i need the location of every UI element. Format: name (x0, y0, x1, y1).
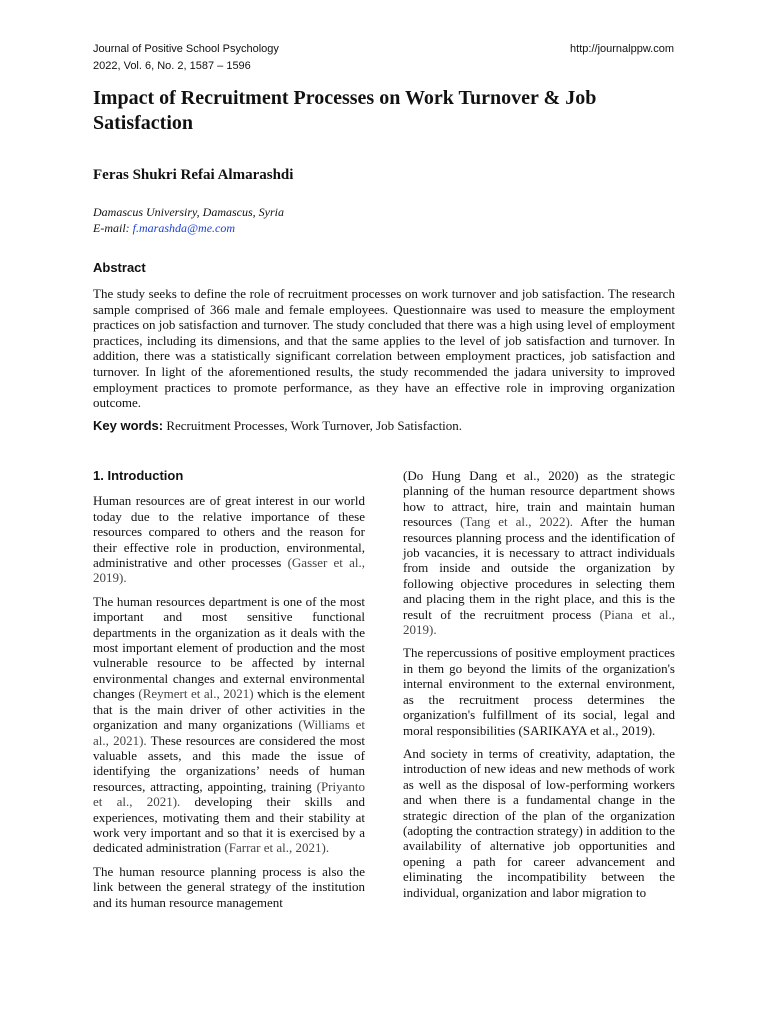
right-paragraph-1 (403, 468, 675, 637)
citation: (Piana et al., 2019). (403, 606, 676, 638)
paragraph-text: And society in terms of creativity, adaptation, the introduction of new ideas and new methods of work as well as the disposal of low-performing workers and when there is a fundamental change in the strategic direction of the plan of the organization (adopting the contraction strategy) in addition to the availability of alternative job opportunities and opening a path for career advancement and eliminating the incompatibility between the individual, organization and labor migration to (403, 745, 675, 900)
paragraph-text: The human resource planning process is also the link between the general strategy of the institution and its human resource management (93, 863, 365, 910)
email-line (93, 220, 284, 236)
intro-paragraph-1 (93, 493, 365, 585)
abstract-text: The study seeks to define the role of recruitment processes on work turnover and job satisfaction. The research sample comprised of 366 male and female employees. Questionnaire was used to measure the employment practices on job satisfaction and turnover. The study concluded that there was a high using level of employment practices, including its dimensions, and that the same applies to the level of job satisfaction and turnover. In addition, there was a statistically significant correlation between employment practices, job satisfaction and turnover. In light of the aforementioned results, the study recommended the jadara university to improved employment practices to promote performance, as they have an effective role in improving organization outcome. (93, 286, 675, 411)
citation: (Farrar et al., 2021). (224, 840, 330, 856)
journal-issue: 2022, Vol. 6, No. 2, 1587 – 1596 (93, 60, 251, 72)
paper-title: Impact of Recruitment Processes on Work Turnover & Job Satisfaction (93, 87, 597, 134)
left-column (93, 468, 365, 918)
section-heading-introduction: 1. Introduction (93, 468, 184, 483)
paragraph-text: The repercussions of positive employment practices in them go beyond the limits of the organization's internal environment to the external environment, as the recruitment process determines the organization's fulfillment of its social, legal and moral responsibilities (403, 645, 675, 738)
keywords-text: Recruitment Processes, Work Turnover, Job Satisfaction. (166, 418, 463, 433)
citation: (Tang et al., 2022). (460, 514, 574, 530)
paragraph-text: which is the element that is the main driver of other activities in the organization and many organizations (93, 686, 366, 733)
keywords-line (93, 418, 675, 434)
paragraph-text: as the strategic planning of the human resource department shows how to attract, hire, train and maintain human resources (403, 468, 676, 530)
abstract-heading: Abstract (93, 260, 146, 275)
right-column (403, 468, 675, 908)
citation: (Reymert et al., 2021) (138, 686, 254, 702)
citation: (Do Hung Dang et al., 2020) (403, 468, 579, 483)
email-label: E-mail: (93, 221, 133, 235)
paragraph-text: Human resources are of great interest in our world today due to the relative importance of these resources compared to others and the reason for their effective role in production, environmental, administrative and other processes (93, 493, 365, 571)
right-paragraph-3 (403, 746, 675, 900)
paragraph-text: The human resources department is one of the most important and most sensitive functional departments in the organization as it deals with the most important element of production and the most vulnerable resource to be affected by internal environmental changes and external environmental changes (93, 593, 365, 702)
citation: (SARIKAYA et al., 2019). (518, 722, 656, 738)
intro-paragraph-3 (93, 864, 365, 910)
intro-paragraph-2 (93, 594, 365, 856)
keywords-label: Key words: (93, 418, 164, 433)
running-header (93, 41, 279, 75)
journal-name: Journal of Positive School Psychology (93, 43, 279, 55)
citation: (Priyanto et al., 2021). (93, 778, 366, 810)
email-link[interactable]: f.marashda@me.com (132, 221, 236, 235)
citation: (Williams et al., 2021). (93, 717, 365, 748)
author-name: Feras Shukri Refai Almarashdi (93, 167, 294, 183)
author-affiliation-block (93, 204, 284, 236)
affiliation: Damascus Universiry, Damascus, Syria (93, 205, 284, 219)
journal-url[interactable]: http://journalppw.com (570, 43, 674, 55)
paragraph-text: After the human resources planning process and the identification of job vacancies, it is necessary to attract individuals from inside and outside the organization by following objective procedures in selecting them and placing them in the right place, and this is the result of the recruitment process (403, 514, 675, 622)
paragraph-text: developing their skills and experiences, motivating them and their stability at work very important and so that it is exercised by a dedicated administration (93, 794, 366, 856)
citation: (Gasser et al., 2019). (93, 555, 366, 586)
right-paragraph-2 (403, 645, 675, 737)
paragraph-text: These resources are considered the most valuable assets, and this made the issue of identifying the organizations’ needs of human resources, attracting, appointing, training (93, 732, 365, 794)
